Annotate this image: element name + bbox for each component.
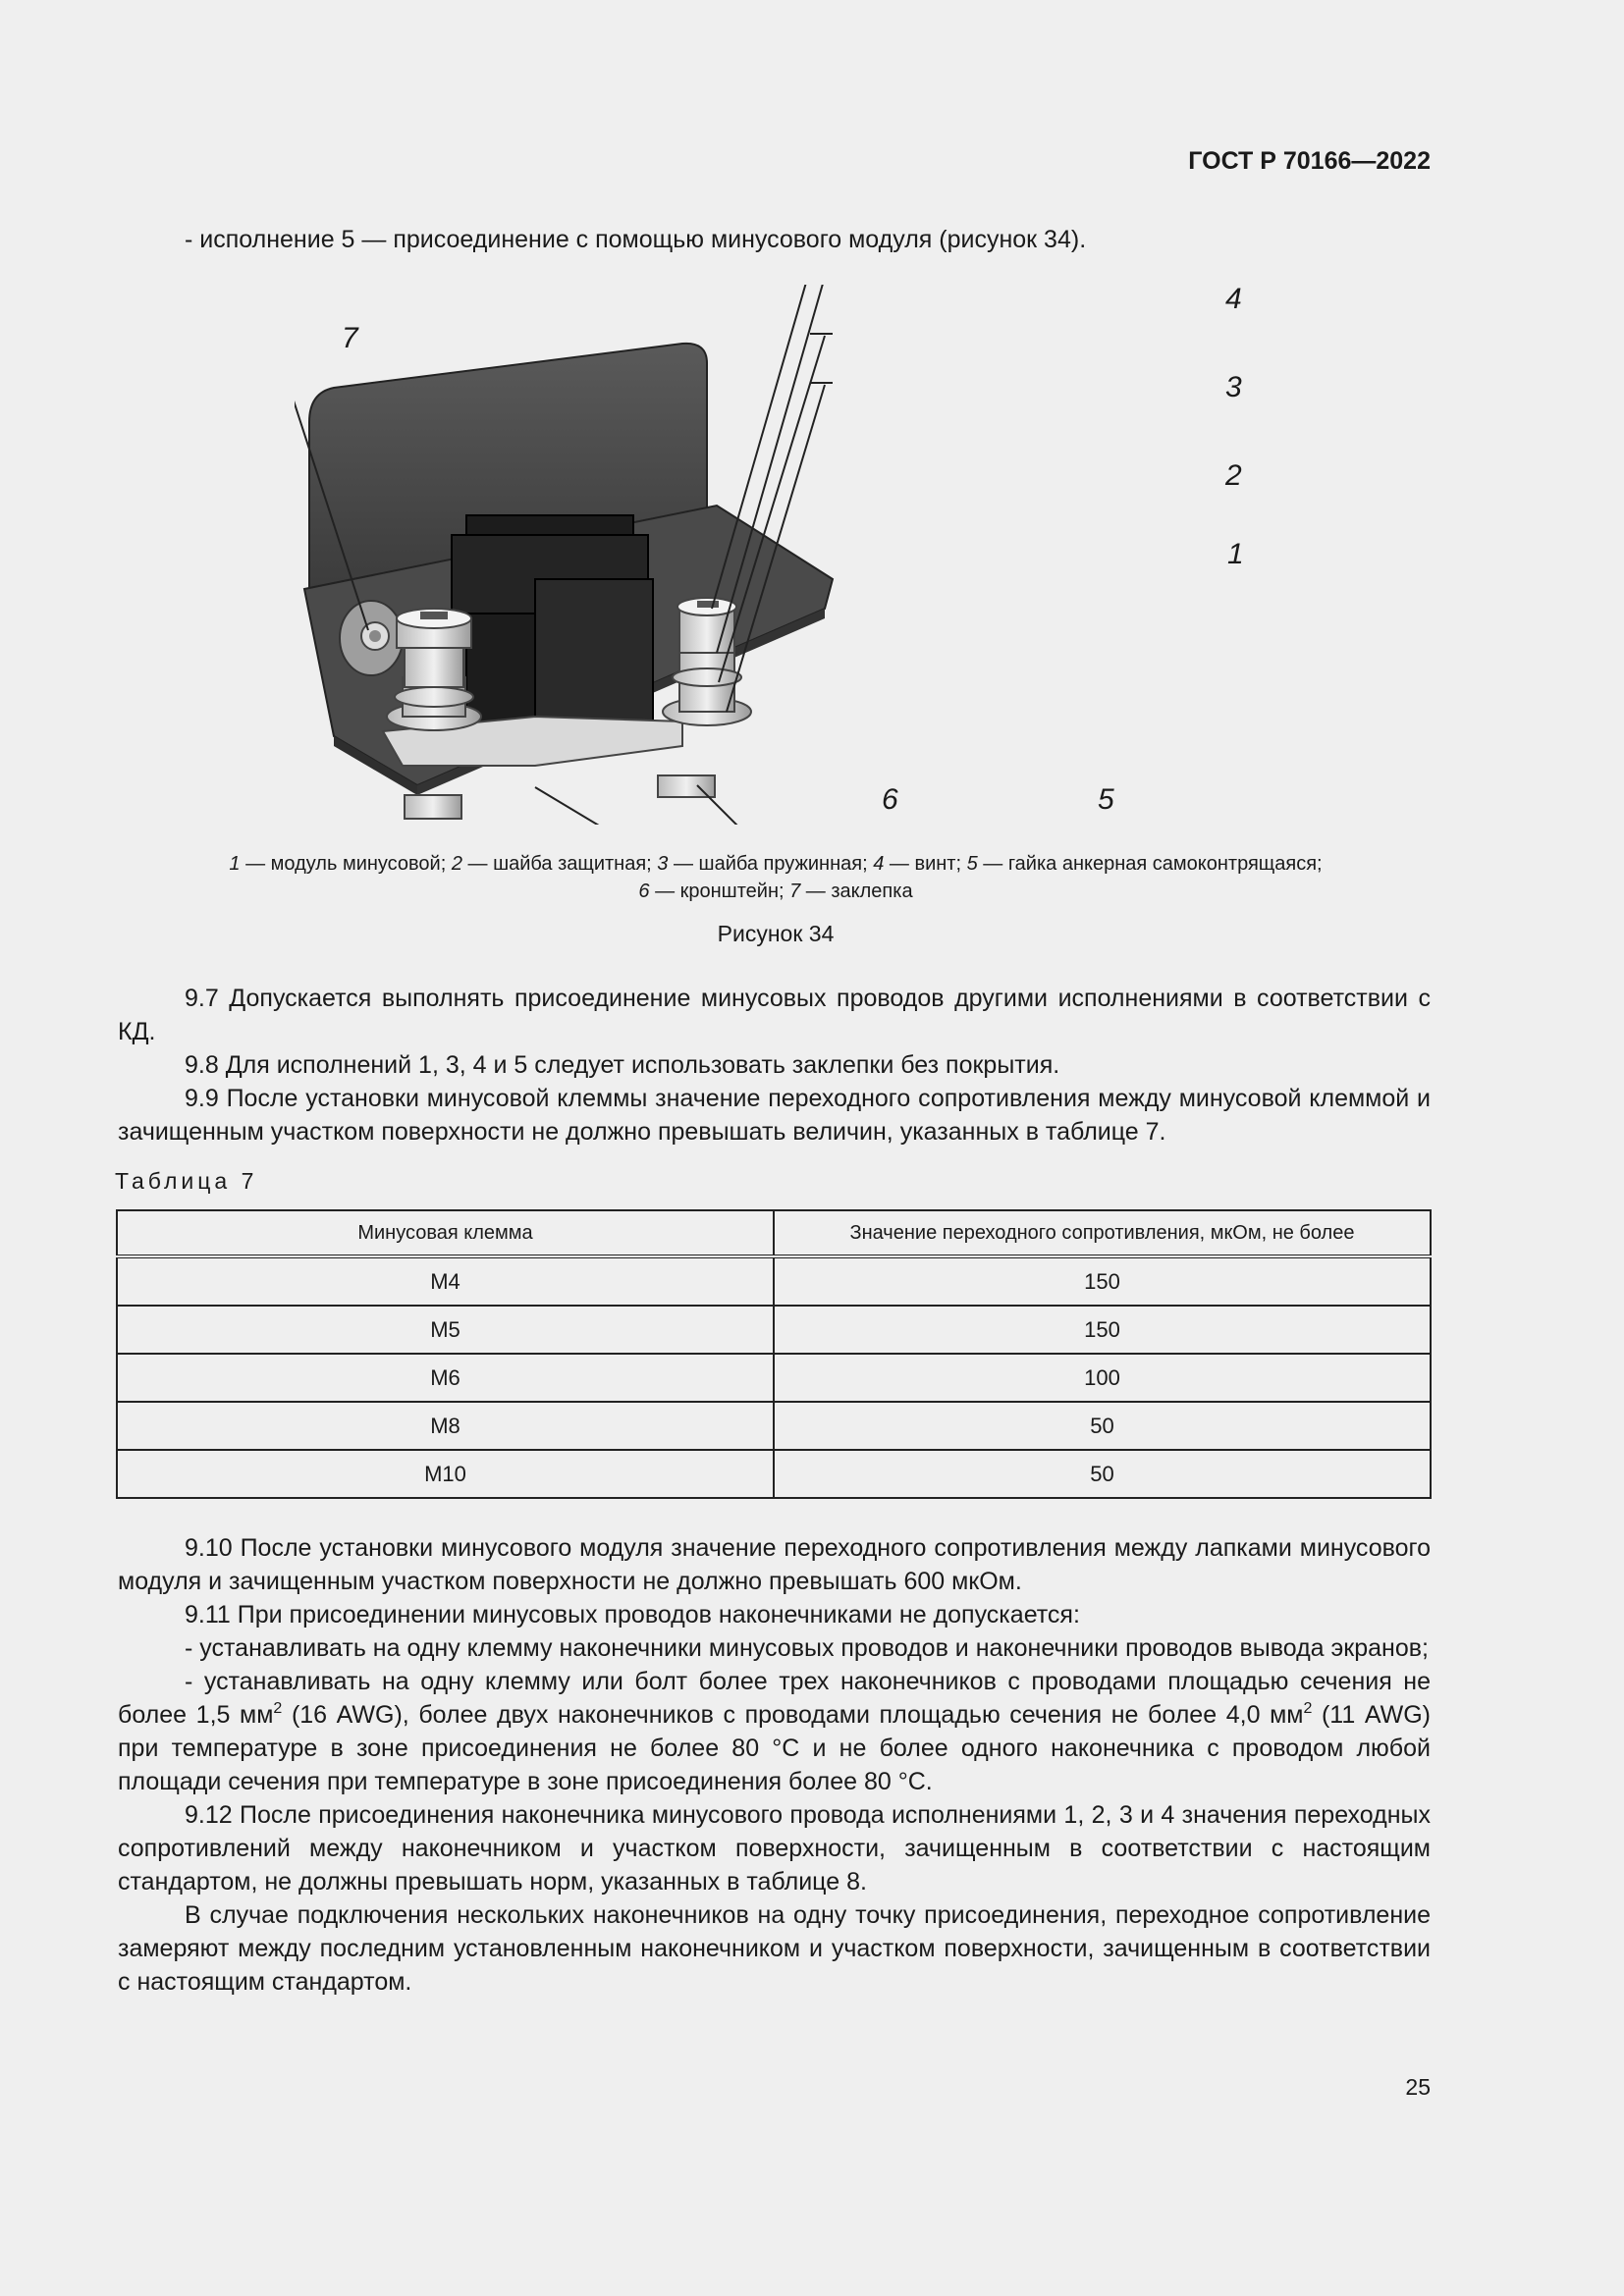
paragraphs-section-a bbox=[118, 982, 1431, 1148]
table-cell: 150 bbox=[774, 1256, 1431, 1306]
caption-text-5: — гайка анкерная самоконтрящаяся; bbox=[977, 853, 1323, 875]
table-cell: М8 bbox=[117, 1402, 774, 1450]
paragraph-last: В случае подключения нескольких наконечников на одну точку присоединения, переходное сопротивление замеряют между последним установленным наконечником и участком поверхности, зачищенным в соответствии с настоящим стандартом. bbox=[118, 1901, 1431, 1996]
caption-text-6: — кронштейн; bbox=[649, 881, 790, 902]
bullet-2-part-c: (11 AWG) при температуре в зоне присоединения не более 80 °C и не более одного наконечника с проводом любой площади сечения при температуре в зоне присоединения более 80 °C. bbox=[118, 1701, 1431, 1795]
paragraph-9-10: 9.10 После установки минусового модуля значение переходного сопротивления между лапками минусового модуля и зачищенным участком поверхности не должно превышать 600 мкОм. bbox=[118, 1534, 1431, 1595]
caption-num-6: 6 bbox=[638, 881, 650, 902]
table-cell: М4 bbox=[117, 1256, 774, 1306]
page-number: 25 bbox=[1405, 2074, 1431, 2100]
callout-4: 4 bbox=[1225, 283, 1242, 315]
superscript-2: 2 bbox=[273, 1700, 283, 1717]
callout-1: 1 bbox=[1227, 538, 1244, 570]
callout-7: 7 bbox=[342, 322, 358, 354]
caption-num-3: 3 bbox=[657, 853, 669, 875]
callout-6: 6 bbox=[882, 783, 898, 816]
table-cell: 50 bbox=[774, 1450, 1431, 1498]
table-cell: М10 bbox=[117, 1450, 774, 1498]
paragraph-9-9: 9.9 После установки минусовой клеммы значение переходного сопротивления между минусовой клеммой и зачищенным участком поверхности не должно превышать величин, указанных в таблице 7. bbox=[118, 1085, 1431, 1146]
callout-3: 3 bbox=[1225, 371, 1242, 403]
callout-5: 5 bbox=[1098, 783, 1114, 816]
bullet-2 bbox=[118, 1665, 1431, 1798]
caption-num-7: 7 bbox=[789, 881, 801, 902]
table-title: Таблица 7 bbox=[115, 1168, 258, 1194]
bullet-2-part-a: - устанавливать на одну клемму или болт более трех наконечников с проводами площадью сечения не более 1,5 мм bbox=[118, 1668, 1431, 1729]
table-cell: М5 bbox=[117, 1306, 774, 1354]
table-header-terminal: Минусовая клемма bbox=[117, 1210, 774, 1256]
caption-text-7: — заклепка bbox=[800, 881, 913, 902]
caption-num-4: 4 bbox=[873, 853, 885, 875]
caption-text-1: — модуль минусовой; bbox=[240, 853, 452, 875]
paragraph-9-8: 9.8 Для исполнений 1, 3, 4 и 5 следует использовать заклепки без покрытия. bbox=[185, 1051, 1060, 1079]
figure-caption bbox=[118, 850, 1434, 905]
table-row bbox=[117, 1354, 1431, 1402]
table-cell: 150 bbox=[774, 1306, 1431, 1354]
intro-line: - исполнение 5 — присоединение с помощью минусового модуля (рисунок 34). bbox=[185, 226, 1087, 253]
paragraph-9-11: 9.11 При присоединении минусовых проводов наконечниками не допускается: bbox=[185, 1601, 1080, 1629]
caption-num-2: 2 bbox=[451, 853, 462, 875]
table-row bbox=[117, 1402, 1431, 1450]
table-cell: 100 bbox=[774, 1354, 1431, 1402]
module-block-front bbox=[535, 579, 653, 736]
figure-34-illustration bbox=[295, 285, 1276, 825]
bullet-2-part-b: (16 AWG), более двух наконечников с проводами площадью сечения не более 4,0 мм bbox=[282, 1701, 1304, 1729]
table-cell: 50 bbox=[774, 1402, 1431, 1450]
superscript-2: 2 bbox=[1303, 1700, 1313, 1717]
table-header-resistance: Значение переходного сопротивления, мкОм, не более bbox=[774, 1210, 1431, 1256]
table-row bbox=[117, 1450, 1431, 1498]
caption-num-1: 1 bbox=[229, 853, 241, 875]
callout-2: 2 bbox=[1225, 459, 1242, 492]
document-id: ГОСТ Р 70166—2022 bbox=[1188, 147, 1431, 175]
resistance-table bbox=[116, 1209, 1432, 1499]
paragraph-9-12: 9.12 После присоединения наконечника минусового провода исполнениями 1, 2, 3 и 4 значения переходных сопротивлений между наконечником и участком поверхности, зачищенным в соответствии с настоящим стандартом, не должны превышать норм, указанных в таблице 8. bbox=[118, 1801, 1431, 1896]
paragraph-9-7: 9.7 Допускается выполнять присоединение минусовых проводов другими исполнениями в соответствии с КД. bbox=[118, 985, 1431, 1045]
caption-text-2: — шайба защитная; bbox=[461, 853, 658, 875]
table-row bbox=[117, 1256, 1431, 1306]
figure-title: Рисунок 34 bbox=[717, 921, 835, 946]
table-row bbox=[117, 1306, 1431, 1354]
bullet-1: - устанавливать на одну клемму наконечники минусовых проводов и наконечники проводов вывода экранов; bbox=[185, 1634, 1429, 1662]
anchor-nut-left bbox=[405, 795, 461, 819]
caption-text-3: — шайба пружинная; bbox=[668, 853, 874, 875]
caption-num-5: 5 bbox=[966, 853, 978, 875]
paragraphs-section-b bbox=[118, 1531, 1431, 1999]
table-cell: М6 bbox=[117, 1354, 774, 1402]
caption-text-4: — винт; bbox=[884, 853, 967, 875]
